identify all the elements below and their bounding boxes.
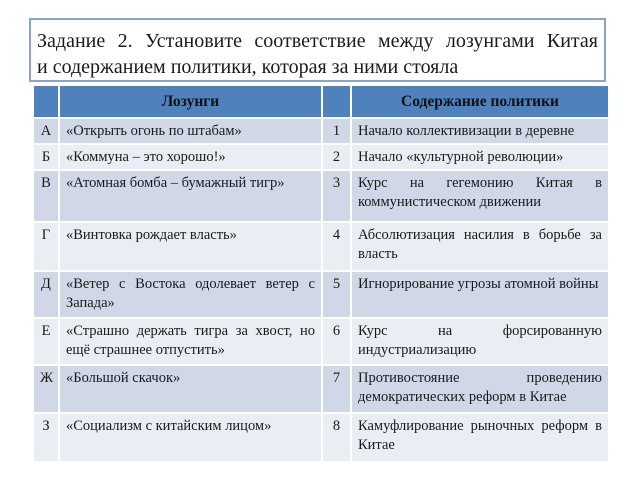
slogan-letter: Б [33, 144, 59, 170]
slogan-text: «Большой скачок» [59, 365, 322, 413]
policy-number: 7 [322, 365, 351, 413]
table-row [33, 144, 609, 170]
task-title-box [29, 18, 606, 82]
policy-text: Курс на гегемонию Китая в коммунистическом движении [351, 170, 609, 222]
table-row [33, 222, 609, 271]
policy-text: Курс на форсированную индустриализацию [351, 318, 609, 365]
table-row [33, 170, 609, 222]
policy-number: 5 [322, 271, 351, 318]
slogan-text: «Социализм с китайским лицом» [59, 413, 322, 462]
table-row [33, 318, 609, 365]
policy-number: 2 [322, 144, 351, 170]
policy-number: 4 [322, 222, 351, 271]
table-row [33, 271, 609, 318]
slogan-letter: Г [33, 222, 59, 271]
slogan-letter: З [33, 413, 59, 462]
policy-text: Противостояние проведению демократических реформ в Китае [351, 365, 609, 413]
slogan-text: «Коммуна – это хорошо!» [59, 144, 322, 170]
task-title-line-2: и содержанием политики, которая за ними стояла [37, 56, 459, 78]
table-row [33, 118, 609, 144]
header-letter [33, 85, 59, 118]
slogan-text: «Ветер с Востока одолевает ветер с Запада» [59, 271, 322, 318]
policy-number: 3 [322, 170, 351, 222]
task-title-line-1: Задание 2. Установите соответствие между лозунгами Китая [37, 30, 598, 52]
slogan-letter: В [33, 170, 59, 222]
policy-number: 1 [322, 118, 351, 144]
slogan-text: «Винтовка рождает власть» [59, 222, 322, 271]
table-row [33, 413, 609, 462]
slogan-text: «Страшно держать тигра за хвост, но ещё страшнее отпустить» [59, 318, 322, 365]
slogan-letter: А [33, 118, 59, 144]
policy-text: Начало коллективизации в деревне [351, 118, 609, 144]
slogan-text: «Атомная бомба – бумажный тигр» [59, 170, 322, 222]
policy-text: Камуфлирование рыночных реформ в Китае [351, 413, 609, 462]
policy-text: Начало «культурной революции» [351, 144, 609, 170]
header-policy: Содержание политики [351, 85, 609, 118]
policy-number: 6 [322, 318, 351, 365]
slogan-letter: Ж [33, 365, 59, 413]
slogan-text: «Открыть огонь по штабам» [59, 118, 322, 144]
header-slogans: Лозунги [59, 85, 322, 118]
slogan-letter: Д [33, 271, 59, 318]
policy-text: Абсолютизация насилия в борьбе за власть [351, 222, 609, 271]
matching-table [32, 84, 610, 463]
header-number [322, 85, 351, 118]
table-header-row [33, 85, 609, 118]
table-row [33, 365, 609, 413]
slogan-letter: Е [33, 318, 59, 365]
policy-text: Игнорирование угрозы атомной войны [351, 271, 609, 318]
policy-number: 8 [322, 413, 351, 462]
